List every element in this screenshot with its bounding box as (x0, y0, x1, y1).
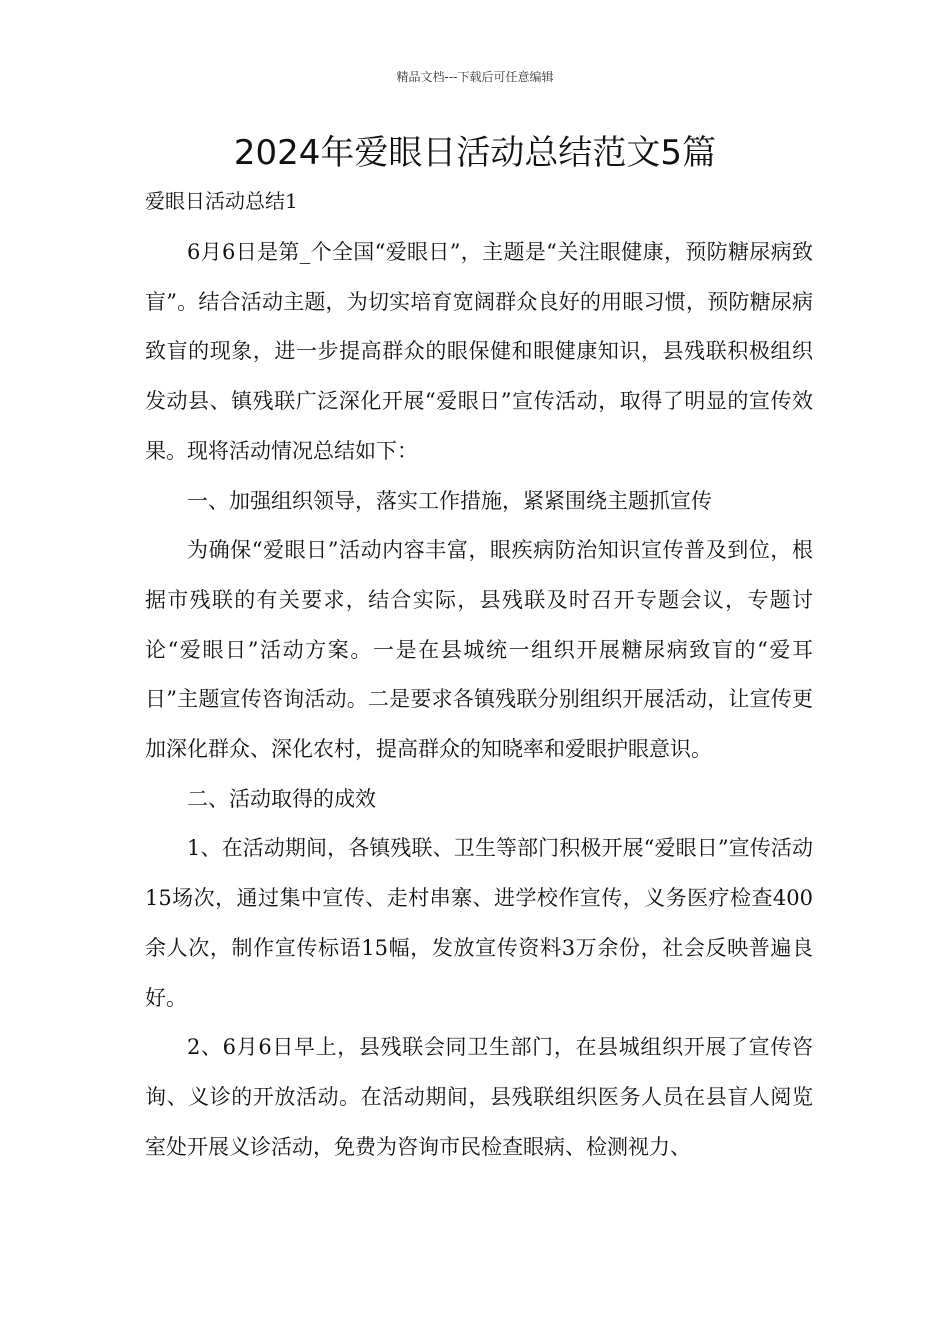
paragraph-intro: 6月6日是第_个全国“爱眼日”，主题是“关注眼健康，预防糖尿病致盲”。结合活动主题，为切实培育宽阔群众良好的用眼习惯，预防糖尿病致盲的现象，进一步提高群众的眼保健和眼健康知识，县残联积极组织发动县、镇残联广泛深化开展“爱眼日”宣传活动，取得了明显的宣传效果。现将活动情况总结如下： (145, 240, 813, 463)
paragraph-organization: 为确保“爱眼日”活动内容丰富，眼疾病防治知识宣传普及到位，根据市残联的有关要求，结合实际，县残联及时召开专题会议，专题讨论“爱眼日”活动方案。一是在县城统一组织开展糖尿病致盲的“爱耳日”主题宣传咨询活动。二是要求各镇残联分别组织开展活动，让宣传更加深化群众、深化农村，提高群众的知晓率和爱眼护眼意识。 (145, 538, 813, 762)
paragraph-result-1: 1、在活动期间，各镇残联、卫生等部门积极开展“爱眼日”宣传活动15场次，通过集中宣传、走村串寨、进学校作宣传，义务医疗检查400余人次，制作宣传标语15幅，发放宣传资料3万余份，社会反映普遍良好。 (145, 836, 813, 1010)
header-note: 精品文档---下载后可任意编辑 (396, 70, 554, 84)
document-title: 2024年爱眼日活动总结范文5篇 (233, 133, 717, 173)
paragraph-result-2: 2、6月6日早上，县残联会同卫生部门，在县城组织开展了宣传咨询、义诊的开放活动。在活动期间，县残联组织医务人员在县盲人阅览室处开展义诊活动，免费为咨询市民检查眼病、检测视力、 (145, 1035, 813, 1159)
paragraph-heading-2: 二、活动取得的成效 (187, 786, 376, 811)
section-heading: 爱眼日活动总结1 (145, 189, 298, 213)
paragraph-heading-1: 一、加强组织领导，落实工作措施，紧紧围绕主题抓宣传 (187, 488, 712, 513)
document-body (145, 228, 813, 1172)
